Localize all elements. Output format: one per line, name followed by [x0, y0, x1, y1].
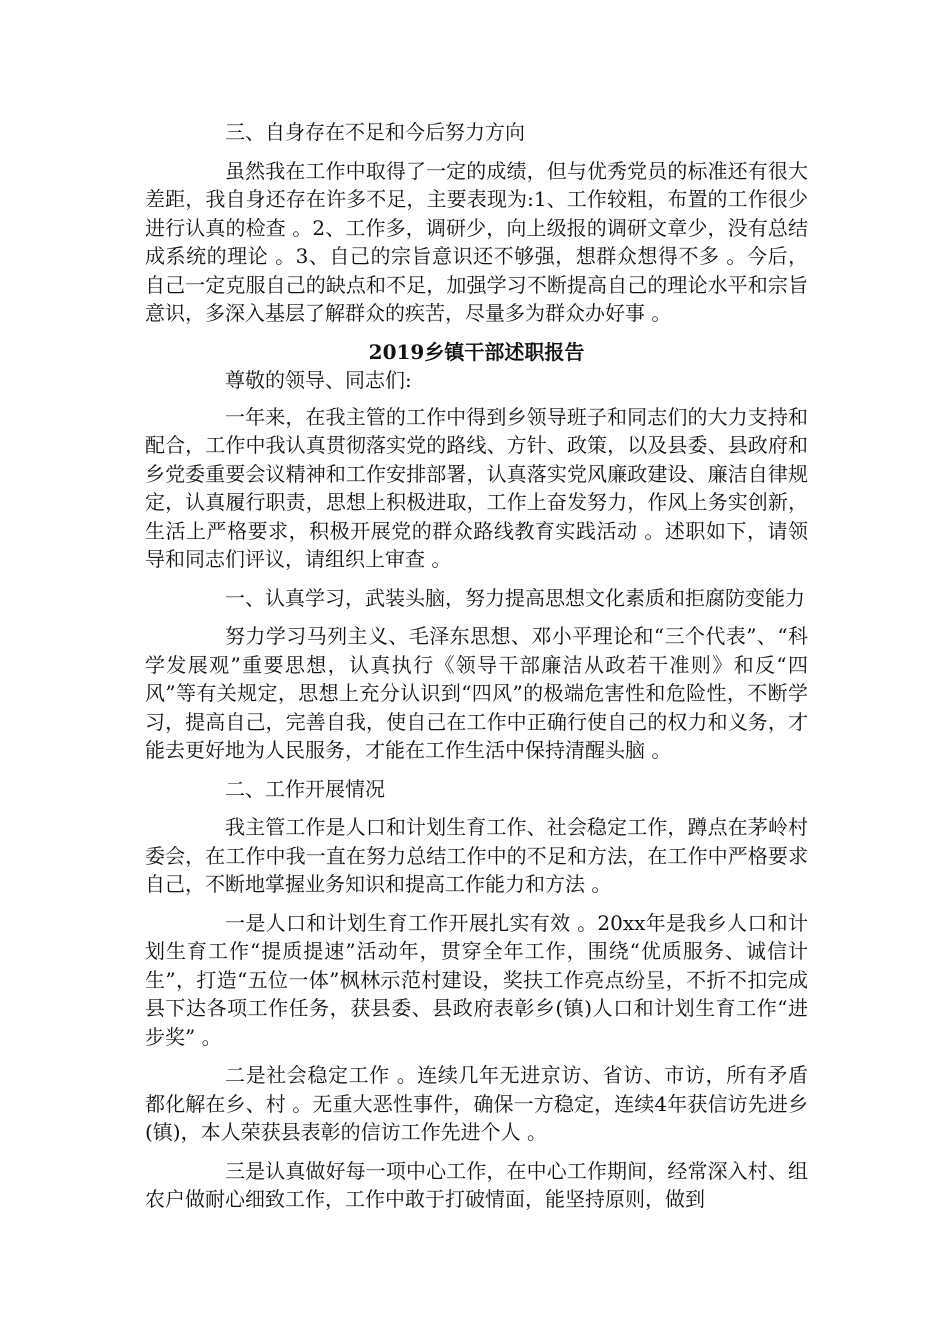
paragraph-study: 努力学习马列主义、毛泽东思想、邓小平理论和“三个代表”、“科学发展观”重要思想，认真执行《领导干部廉洁从政若干准则》和反“四风”等有关规定，思想上充分认识到“四风”的极端危害性和危险性，不断学习，提高自己，完善自我，使自己在工作中正确行使自己的权力和义务，才能去更好地为人民服务，才能在工作生活中保持清醒头脑 。 [145, 624, 808, 762]
paragraph-item-stability: 二是社会稳定工作 。连续几年无进京访、省访、市访，所有矛盾都化解在乡、村 。无重大恶性事件，确保一方稳定，连续4年获信访先进乡(镇)，本人荣获县表彰的信访工作先进个人 。 [145, 1063, 808, 1144]
paragraph-item-family-planning: 一是人口和计划生育工作开展扎实有效 。20xx年是我乡人口和计划生育工作“提质提速”活动年，贯穿全年工作，围绕“优质服务、诚信计生”，打造“五位一体”枫林示范村建设，奖扶工作亮点纷呈，不折不扣完成县下达各项工作任务，获县委、县政府表彰乡(镇)人口和计划生育工作“进步奖” 。 [145, 910, 808, 1049]
paragraph-item-central-work: 三是认真做好每一项中心工作，在中心工作期间，经常深入村、组农户做耐心细致工作，工作中敢于打破情面，能坚持原则，做到 [145, 1158, 808, 1211]
section-heading-work: 二、工作开展情况 [225, 776, 385, 801]
section-heading-shortcomings: 三、自身存在不足和今后努力方向 [225, 120, 525, 144]
section-heading-study: 一、认真学习，武装头脑，努力提高思想文化素质和拒腐防变能力 [225, 585, 805, 610]
paragraph-shortcomings: 虽然我在工作中取得了一定的成绩，但与优秀党员的标准还有很大差距，我自身还存在许多不足，主要表现为:1、工作较粗，布置的工作很少进行认真的检查 。2、工作多，调研少，向上级报的调研文章少，没有总结成系统的理论 。3、自己的宗旨意识还不够强，想群众想得不多 。今后，自己一定克服自己的缺点和不足，加强学习不断提高自己的理论水平和宗旨意识，多深入基层了解群众的疾苦，尽量多为群众办好事 。 [145, 158, 808, 325]
paragraph-intro: 一年来，在我主管的工作中得到乡领导班子和同志们的大力支持和配合，工作中我认真贯彻落实党的路线、方针、政策，以及县委、县政府和乡党委重要会议精神和工作安排部署，认真落实党风廉政建设、廉洁自律规定，认真履行职责，思想上积极进取，工作上奋发努力，作风上务实创新，生活上严格要求，积极开展党的群众路线教育实践活动 。述职如下，请领导和同志们评议，请组织上审查 。 [145, 404, 808, 571]
document-page [145, 118, 808, 1214]
salutation: 尊敬的领导、同志们: [225, 368, 412, 392]
paragraph-work: 我主管工作是人口和计划生育工作、社会稳定工作，蹲点在茅岭村委会，在工作中我一直在努力总结工作中的不足和方法，在工作中严格要求自己，不断地掌握业务知识和提高工作能力和方法 。 [145, 815, 808, 896]
report-title: 2019乡镇干部述职报告 [368, 339, 585, 364]
